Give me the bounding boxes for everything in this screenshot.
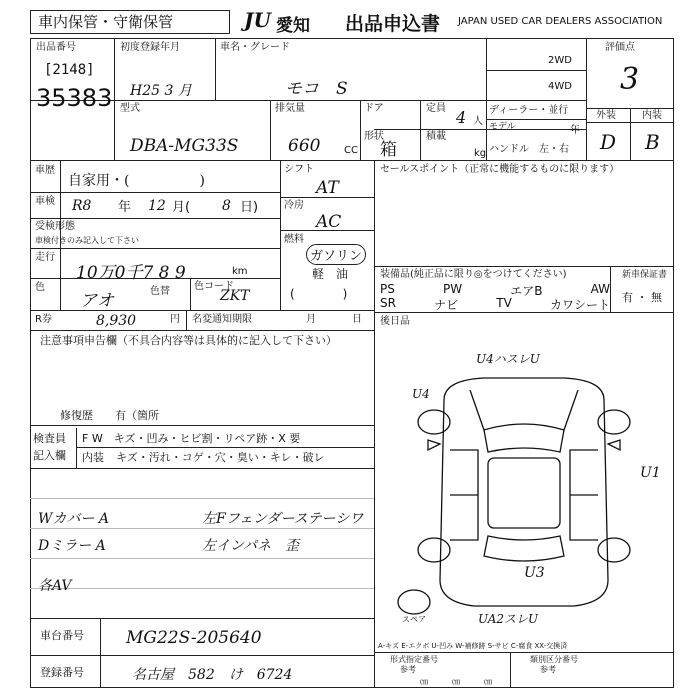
eval-points-label: 評価点: [605, 42, 635, 53]
first-reg-label: 初度登録年月: [120, 42, 180, 53]
notes-line-4: 左インパネ 歪: [202, 538, 300, 554]
yen-label: 円: [170, 314, 180, 325]
handle-label: ハンドル 左・右: [489, 144, 569, 155]
spare-label: スペア: [402, 615, 426, 624]
notes-line-1: Wカバー A: [38, 511, 109, 527]
inspection-day: 8: [222, 198, 231, 214]
model-name: モコ S: [285, 79, 348, 99]
fourwd-label: 4WD: [548, 81, 572, 92]
shift-label: シフト: [284, 164, 314, 175]
inspection-month: 12: [148, 198, 166, 214]
model-year-label: モデル: [489, 122, 516, 132]
diagram-mark-right: U1: [640, 465, 661, 481]
exterior-grade: D: [600, 130, 617, 154]
inspection-d-label: 日): [240, 200, 259, 215]
inspector-label: 検査員: [33, 432, 66, 445]
reg-no-label: 登録番号: [40, 666, 84, 679]
color-label: 色: [35, 282, 45, 293]
name-change-label: 名変通知期限: [192, 314, 252, 325]
form-cert-label: 形式指定番号: [390, 655, 438, 664]
repair-history-label: 修復歴 有（箇所: [60, 409, 159, 422]
cc-label: CC: [344, 145, 358, 156]
model-grade-label: 車名・グレード: [220, 42, 290, 53]
color-code-label: 色コード: [194, 281, 234, 292]
class-no-ref: 参考: [540, 665, 556, 674]
aircon-value: AC: [316, 212, 342, 232]
mileage-label: 走行: [35, 252, 55, 263]
lot-bracket: [2148]: [44, 62, 95, 78]
equip-sr: SR: [380, 296, 396, 310]
capacity-label: 定員: [426, 103, 446, 114]
diagram-mark-left: U4: [412, 387, 430, 401]
first-reg-value: H25 3 月: [130, 83, 192, 99]
warranty-options: 有 ・ 無: [622, 291, 662, 304]
shape-label: 形状: [364, 131, 384, 142]
equip-navi: ナビ: [434, 298, 459, 312]
new-warranty-label: 新車保証書: [622, 270, 668, 280]
storage-label: 車内保管・守衛保管: [38, 13, 174, 31]
car-diagram: [374, 340, 674, 640]
inspection-label: 車検: [35, 196, 55, 207]
load-label: 積載: [426, 131, 446, 142]
equip-airbag: エアB: [510, 284, 543, 298]
equip-ps: PS: [380, 282, 395, 296]
equip-header: 装備品(純正品に限り◎をつけてください): [380, 269, 567, 280]
doors-label: ドア: [364, 103, 384, 114]
inspection-m-label: 月(: [172, 200, 191, 215]
inspection-row-1: F W キズ・凹み・ヒビ割・リペア跡・X 要: [82, 432, 301, 445]
ju-logo: JU: [244, 8, 271, 32]
fuel-light-label: 軽 油: [312, 267, 349, 281]
form-title: 出品申込書: [345, 13, 441, 35]
damage-legend: A-キズ E-エクボ U-凹み W-補修跡 S-サビ C-腐食 XX-交換済: [378, 642, 568, 650]
inspection-row-2-label: 内装: [82, 451, 104, 464]
fill-area-label: 記入欄: [33, 449, 66, 462]
equip-leather: カワシート: [549, 298, 610, 312]
org-english: JAPAN USED CAR DEALERS ASSOCIATION: [458, 16, 663, 27]
notes-line-3: 左Fフェンダーステーシワ: [202, 511, 364, 527]
mileage-value: 10万0千7 8 9: [76, 263, 186, 283]
class-no-label: 類別区分番号: [530, 655, 578, 664]
selling-points-label: セールスポイント（正常に機能するものに限ります）: [380, 164, 620, 175]
inspection-year: R8: [72, 198, 92, 214]
equip-aw: AW: [590, 282, 610, 296]
shape-value: 箱: [380, 140, 397, 160]
inspection-y-label: 年: [118, 200, 132, 215]
receive-form-label: 受検形態: [35, 221, 75, 232]
type-label: 型式: [120, 103, 140, 114]
name-change-day: 日: [352, 314, 362, 325]
equipment-row-2: [380, 296, 610, 313]
km-label: km: [232, 266, 248, 277]
kg-label: kg: [474, 148, 487, 159]
history-value: 自家用・( ): [68, 173, 205, 189]
name-change-month: 月: [306, 314, 316, 325]
notes-header: 注意事項申告欄（不具合内容等は具体的に記入して下さい）: [40, 334, 337, 347]
recycle-value: 8,930: [96, 313, 137, 329]
grade-score: 3: [620, 62, 640, 97]
inspection-row-2: キズ・汚れ・コゲ・穴・臭い・キレ・破レ: [116, 451, 325, 464]
aircon-label: 冷房: [284, 200, 304, 211]
notes-line-2: Dミラー A: [38, 538, 106, 554]
chassis-no-label: 車台番号: [40, 629, 84, 642]
twowd-label: 2WD: [548, 55, 572, 66]
equip-pw: PW: [442, 282, 463, 296]
chassis-no-value: MG22S-205640: [126, 628, 262, 648]
fuel-paren: ( ): [290, 287, 348, 301]
fuel-label: 燃料: [284, 234, 304, 245]
receive-note: 車検付きのみ記入して下さい: [35, 236, 139, 245]
shift-value: AT: [316, 178, 339, 198]
lot-no-label: 出品番号: [36, 42, 76, 53]
diagram-mark-bottom: U3: [524, 565, 545, 581]
model-year-char: 年: [570, 125, 580, 136]
form-cert-ref: 参考: [400, 665, 416, 674]
reg-no-value: 名古屋 582 け 6724: [132, 667, 293, 683]
displacement-label: 排気量: [275, 103, 305, 114]
recycle-label: R券: [35, 314, 52, 325]
color-change-label: 色替: [150, 286, 170, 297]
displacement-value: 660: [288, 136, 321, 156]
interior-grade: B: [645, 130, 660, 154]
org-name: 愛知: [276, 16, 310, 36]
rear-seat-label: 後日品: [380, 316, 410, 327]
interior-label: 内装: [642, 110, 662, 121]
capacity-unit: 人: [473, 116, 483, 127]
type-value: DBA-MG33S: [130, 136, 239, 156]
history-label: 車歴: [35, 165, 55, 176]
color-value: アオ: [80, 291, 114, 311]
capacity-value: 4: [456, 108, 467, 127]
equip-tv: TV: [496, 296, 512, 310]
exterior-label: 外装: [596, 110, 616, 121]
ref-columns: ㎝ ㎝ ㎝: [420, 677, 492, 686]
lot-number: 35383: [36, 84, 113, 112]
notes-line-5: 各AV: [38, 578, 72, 594]
fuel-value: ガソリン: [306, 244, 366, 265]
dealer-label: ディーラー・並行: [489, 105, 569, 116]
diagram-mark-rear: UA2スレU: [478, 612, 539, 626]
diagram-mark-top: U4ハスレU: [476, 352, 540, 366]
color-code-value: ZKT: [220, 288, 250, 304]
